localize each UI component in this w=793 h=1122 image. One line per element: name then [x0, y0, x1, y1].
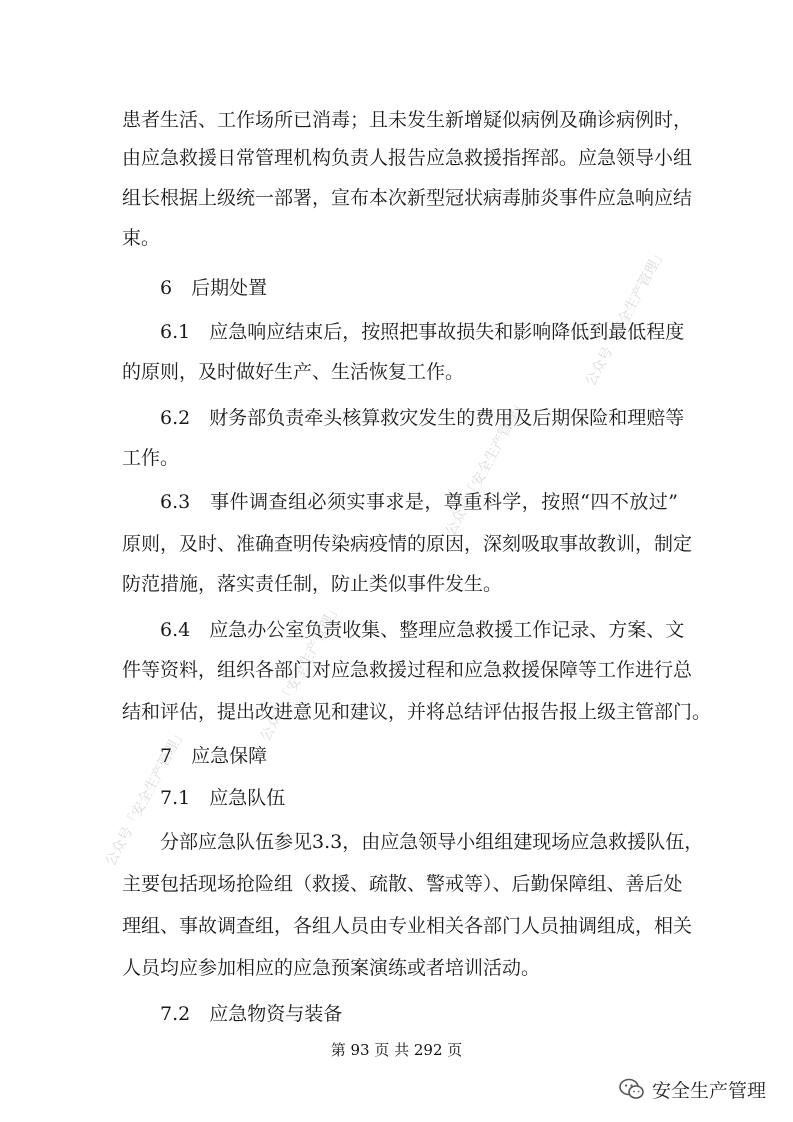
watermark: 公众号「安全生产管理」 [582, 245, 670, 389]
text-line: 6.1 应急响应结束后，按照把事故损失和影响降低到最低程度 [160, 321, 685, 343]
text-line: 患者生活、工作场所已消毒；且未发生新增疑似病例及确诊病例时， [122, 109, 693, 131]
brand-name: 安全生产管理 [652, 1079, 767, 1102]
subsection-heading: 7.1 应急队伍 [160, 787, 286, 809]
watermark: 公众号「安全生产管理」 [442, 395, 530, 539]
text-line: 束。 [122, 227, 161, 249]
text-line: 由应急救援日常管理机构负责人报告应急救援指挥部。应急领导小组 [122, 147, 693, 169]
text-line: 人员均应参加相应的应急预案演练或者培训活动。 [122, 957, 541, 979]
text-line: 6.2 财务部负责牵头核算救灾发生的费用及后期保险和理赔等 [160, 407, 685, 429]
section-heading: 6 后期处置 [160, 277, 268, 299]
text-line: 分部应急队伍参见3.3，由应急领导小组组建现场应急救援队伍， [160, 831, 704, 853]
text-line: 理组、事故调查组，各组人员由专业相关各部门人员抽调组成，相关 [122, 915, 693, 937]
text-line: 原则，及时、准确查明传染病疫情的原因，深刻吸取事故教训，制定 [122, 533, 693, 555]
watermark: 公众号「安全生产管理」 [257, 600, 345, 744]
section-heading: 7 应急保障 [160, 745, 268, 767]
text-line: 的原则，及时做好生产、生活恢复工作。 [122, 361, 465, 383]
watermark: 公众号「安全生产管理」 [102, 725, 190, 869]
subsection-heading: 7.2 应急物资与装备 [160, 1003, 343, 1025]
text-line: 工作。 [122, 447, 180, 469]
text-line: 防范措施，落实责任制，防止类似事件发生。 [122, 573, 503, 595]
text-line: 主要包括现场抢险组（救援、疏散、警戒等）、后勤保障组、善后处 [122, 873, 683, 895]
text-line: 6.3 事件调查组必须实事求是，尊重科学，按照“四不放过” [160, 491, 678, 513]
text-line: 结和评估，提出改进意见和建议，并将总结评估报告报上级主管部门。 [122, 701, 712, 723]
page-number: 第 93 页 共 292 页 [330, 1041, 463, 1059]
wechat-icon [618, 1075, 646, 1103]
text-line: 件等资料，组织各部门对应急救援过程和应急救援保障等工作进行总 [122, 659, 693, 681]
text-line: 组长根据上级统一部署，宣布本次新型冠状病毒肺炎事件应急响应结 [122, 187, 693, 209]
text-line: 6.4 应急办公室负责收集、整理应急救援工作记录、方案、文 [160, 619, 685, 641]
brand-badge [618, 1073, 766, 1105]
